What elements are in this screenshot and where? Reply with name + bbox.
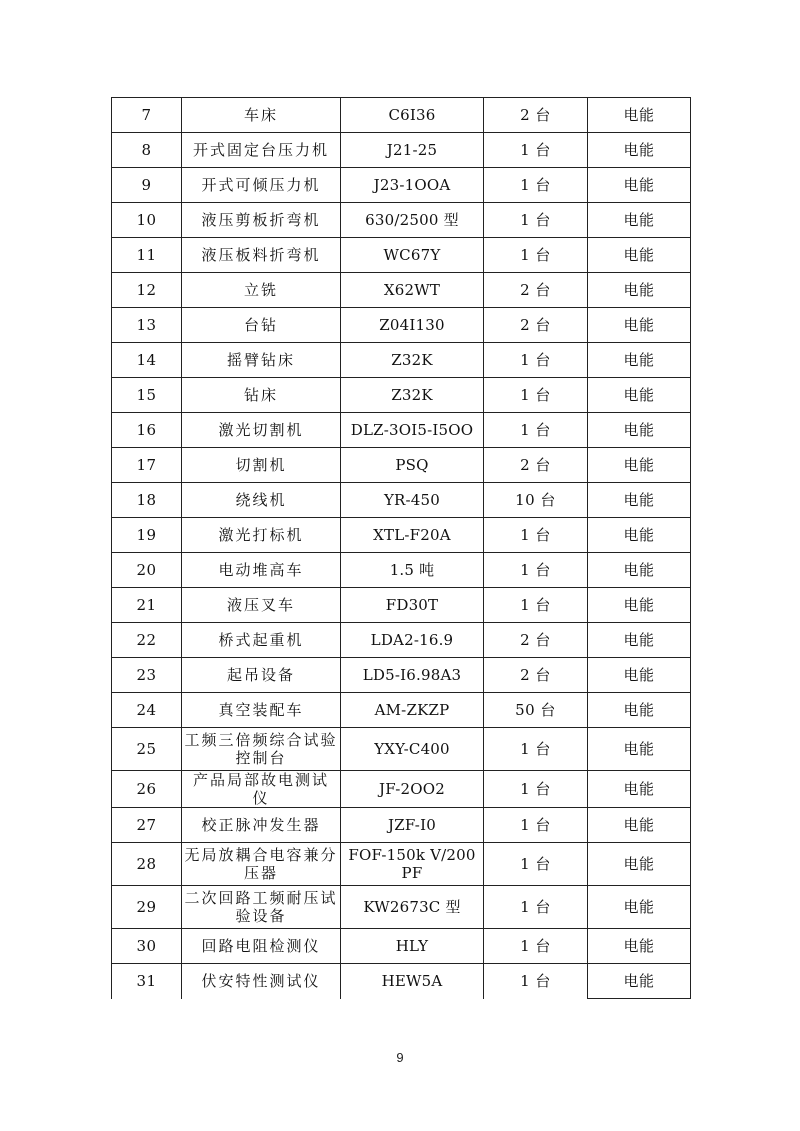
table-row [112,378,691,413]
cell-equipment-name: 摇臂钻床 [182,343,341,378]
table-row [112,133,691,168]
cell-equipment-name: 真空装配车 [182,693,341,728]
cell-quantity: 1 台 [484,553,588,588]
cell-model: Z32K [341,378,484,413]
cell-model: XTL-F20A [341,518,484,553]
cell-energy-type: 电能 [588,964,691,999]
cell-quantity: 2 台 [484,448,588,483]
cell-model: 1.5 吨 [341,553,484,588]
cell-number: 25 [112,728,182,771]
table-row [112,886,691,929]
cell-equipment-name: 伏安特性测试仪 [182,964,341,999]
cell-number: 30 [112,929,182,964]
cell-equipment-name: 二次回路工频耐压试验设备 [182,886,341,929]
table-row [112,518,691,553]
cell-quantity: 1 台 [484,238,588,273]
table-row [112,808,691,843]
cell-model: Z04I130 [341,308,484,343]
cell-energy-type: 电能 [588,553,691,588]
cell-equipment-name: 激光切割机 [182,413,341,448]
cell-energy-type: 电能 [588,98,691,133]
cell-model: WC67Y [341,238,484,273]
cell-energy-type: 电能 [588,843,691,886]
cell-number: 20 [112,553,182,588]
cell-model: PSQ [341,448,484,483]
table-row [112,238,691,273]
cell-quantity: 1 台 [484,203,588,238]
cell-model: DLZ-3OI5-I5OO [341,413,484,448]
cell-number: 18 [112,483,182,518]
cell-model: FOF-150k V/200 PF [341,843,484,886]
cell-equipment-name: 电动堆高车 [182,553,341,588]
cell-energy-type: 电能 [588,273,691,308]
cell-number: 9 [112,168,182,203]
cell-model: X62WT [341,273,484,308]
cell-quantity: 2 台 [484,273,588,308]
table-row [112,588,691,623]
cell-energy-type: 电能 [588,588,691,623]
cell-energy-type: 电能 [588,203,691,238]
cell-energy-type: 电能 [588,658,691,693]
table-row [112,448,691,483]
cell-equipment-name: 液压板料折弯机 [182,238,341,273]
cell-equipment-name: 绕线机 [182,483,341,518]
cell-model: JF-2OO2 [341,771,484,808]
cell-equipment-name: 开式固定台压力机 [182,133,341,168]
table-row [112,658,691,693]
cell-quantity: 1 台 [484,929,588,964]
cell-number: 13 [112,308,182,343]
cell-equipment-name: 液压剪板折弯机 [182,203,341,238]
cell-energy-type: 电能 [588,728,691,771]
cell-quantity: 1 台 [484,413,588,448]
cell-model: C6I36 [341,98,484,133]
table-row [112,623,691,658]
cell-number: 23 [112,658,182,693]
cell-quantity: 10 台 [484,483,588,518]
cell-quantity: 1 台 [484,378,588,413]
cell-energy-type: 电能 [588,448,691,483]
cell-equipment-name: 开式可倾压力机 [182,168,341,203]
cell-model: AM-ZKZP [341,693,484,728]
cell-model: YXY-C400 [341,728,484,771]
cell-energy-type: 电能 [588,413,691,448]
table-row [112,168,691,203]
cell-model: J23-1OOA [341,168,484,203]
cell-number: 27 [112,808,182,843]
cell-number: 16 [112,413,182,448]
table-row [112,553,691,588]
cell-number: 19 [112,518,182,553]
cell-model: HLY [341,929,484,964]
table-row [112,203,691,238]
cell-energy-type: 电能 [588,378,691,413]
cell-equipment-name: 工频三倍频综合试验控制台 [182,728,341,771]
cell-equipment-name: 起吊设备 [182,658,341,693]
cell-energy-type: 电能 [588,518,691,553]
cell-quantity: 2 台 [484,98,588,133]
cell-equipment-name: 切割机 [182,448,341,483]
table-row [112,771,691,808]
cell-quantity: 1 台 [484,168,588,203]
cell-energy-type: 电能 [588,343,691,378]
cell-equipment-name: 桥式起重机 [182,623,341,658]
cell-number: 12 [112,273,182,308]
cell-energy-type: 电能 [588,133,691,168]
cell-quantity: 1 台 [484,886,588,929]
cell-model: J21-25 [341,133,484,168]
cell-quantity: 1 台 [484,588,588,623]
cell-number: 28 [112,843,182,886]
cell-quantity: 2 台 [484,658,588,693]
cell-quantity: 2 台 [484,308,588,343]
cell-model: LD5-I6.98A3 [341,658,484,693]
table-row [112,693,691,728]
cell-number: 14 [112,343,182,378]
cell-number: 11 [112,238,182,273]
cell-number: 10 [112,203,182,238]
cell-equipment-name: 钻床 [182,378,341,413]
cell-equipment-name: 无局放耦合电容兼分压器 [182,843,341,886]
cell-number: 31 [112,964,182,999]
cell-energy-type: 电能 [588,808,691,843]
cell-energy-type: 电能 [588,886,691,929]
cell-quantity: 1 台 [484,808,588,843]
cell-number: 24 [112,693,182,728]
cell-equipment-name: 立铣 [182,273,341,308]
cell-number: 17 [112,448,182,483]
cell-equipment-name: 校正脉冲发生器 [182,808,341,843]
cell-equipment-name: 回路电阻检测仪 [182,929,341,964]
cell-equipment-name: 激光打标机 [182,518,341,553]
cell-quantity: 2 台 [484,623,588,658]
cell-energy-type: 电能 [588,168,691,203]
cell-energy-type: 电能 [588,623,691,658]
cell-model: 630/2500 型 [341,203,484,238]
cell-model: LDA2-16.9 [341,623,484,658]
table-row [112,343,691,378]
cell-quantity: 1 台 [484,964,588,999]
cell-number: 15 [112,378,182,413]
table-row [112,413,691,448]
equipment-table [111,97,691,999]
table-row [112,308,691,343]
cell-number: 8 [112,133,182,168]
cell-energy-type: 电能 [588,693,691,728]
cell-energy-type: 电能 [588,929,691,964]
cell-model: JZF-I0 [341,808,484,843]
cell-equipment-name: 产品局部故电测试 仪 [182,771,341,808]
cell-quantity: 50 台 [484,693,588,728]
table-row [112,98,691,133]
cell-energy-type: 电能 [588,238,691,273]
cell-model: Z32K [341,343,484,378]
equipment-table-body [112,98,691,999]
cell-quantity: 1 台 [484,133,588,168]
cell-equipment-name: 车床 [182,98,341,133]
cell-number: 29 [112,886,182,929]
cell-energy-type: 电能 [588,483,691,518]
cell-number: 26 [112,771,182,808]
table-row [112,728,691,771]
cell-model: HEW5A [341,964,484,999]
cell-model: YR-450 [341,483,484,518]
table-row [112,483,691,518]
table-row [112,964,691,999]
table-row [112,929,691,964]
page-number: 9 [396,1050,404,1065]
cell-equipment-name: 液压叉车 [182,588,341,623]
cell-number: 7 [112,98,182,133]
cell-number: 22 [112,623,182,658]
table-row [112,273,691,308]
table-row [112,843,691,886]
cell-quantity: 1 台 [484,343,588,378]
cell-energy-type: 电能 [588,308,691,343]
cell-number: 21 [112,588,182,623]
cell-equipment-name: 台钻 [182,308,341,343]
cell-energy-type: 电能 [588,771,691,808]
cell-quantity: 1 台 [484,771,588,808]
cell-model: FD30T [341,588,484,623]
cell-quantity: 1 台 [484,843,588,886]
cell-model: KW2673C 型 [341,886,484,929]
cell-quantity: 1 台 [484,518,588,553]
cell-quantity: 1 台 [484,728,588,771]
